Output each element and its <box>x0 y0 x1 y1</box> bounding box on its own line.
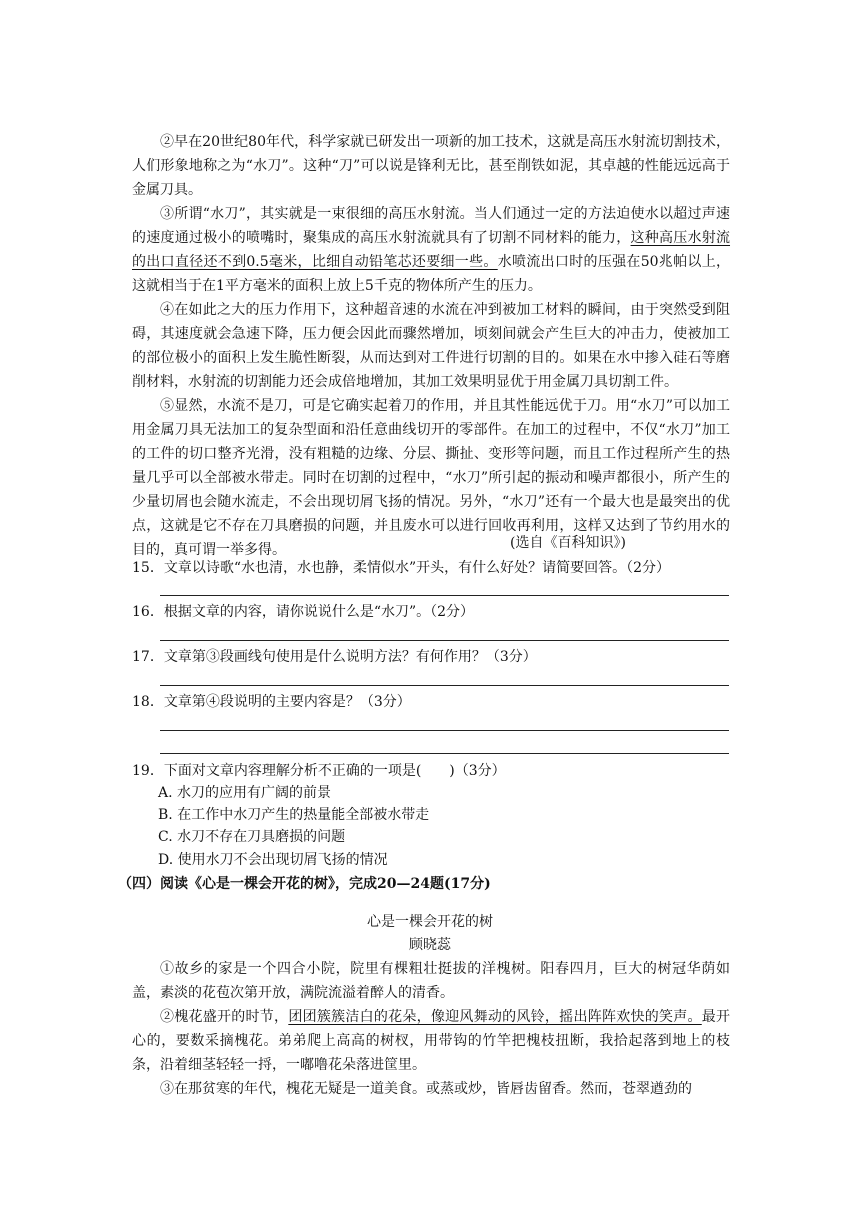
tree-paragraph-2 <box>132 1005 730 1077</box>
passage-water-knife <box>132 130 730 562</box>
answer-line-16 <box>160 640 729 641</box>
option-c: C. 水刀不存在刀具磨损的问题 <box>158 829 346 845</box>
answer-line-15 <box>160 595 729 596</box>
option-d: D. 使用水刀不会出现切屑飞扬的情况 <box>158 852 388 868</box>
question-19: 19．下面对文章内容理解分析不正确的一项是( )（3分） <box>132 763 506 779</box>
paragraph-3-part-b: 水喷流出口时的压强在50兆帕以上，这就相当于在1平方毫米的面积上放上5千克的物体所产生的压力。 <box>132 254 730 294</box>
tree-paragraph-2-part-b: 最开心的，要数采摘槐花。弟弟爬上高高的树杈，用带钩的竹竿把槐枝扭断，我拾起落到地上的枝条，沿着细茎轻轻一捋，一嘟噜花朵落进筐里。 <box>132 1009 731 1073</box>
paragraph-5: ⑤显然，水流不是刀，可是它确实起着刀的作用，并且其性能远优于刀。用“水刀”可以加工用金属刀具无法加工的复杂型面和沿任意曲线切开的零部件。在加工的过程中，不仅“水刀”加工的工件的切口整齐光滑，没有粗糙的边缘、分层、撕扯、变形等问题，而且工作过程所产生的热量几乎可以全部被水带走。同时在切割的过程中，“水刀”所引起的振动和噪声都很小，所产生的少量切屑也会随水流走，不会出现切屑飞扬的情况。另外，“水刀”还有一个最大也是最突出的优点，这就是它不存在刀具磨损的问题，并且废水可以进行回收再利用，这样又达到了节约用水的目的，真可谓一举多得。 <box>132 398 730 558</box>
tree-paragraph-2-underlined-sentence: 团团簇簇洁白的花朵，像迎风舞动的风铃，摇出阵阵欢快的笑声。 <box>288 1009 702 1025</box>
paragraph-3-part-a: ③所谓“水刀”，其实就是一束很细的高压水射流。当人们通过一定的方法迫使水以超过声速的速度通过极小的喷嘴时，聚集成的高压水射流就具有了切割不同材料的能力， <box>132 206 730 246</box>
answer-line-18a <box>160 730 729 731</box>
option-a: A. 水刀的应用有广阔的前景 <box>158 785 332 801</box>
paragraph-4: ④在如此之大的压力作用下，这种超音速的水流在冲到被加工材料的瞬间，由于突然受到阻碍，其速度就会急速下降，压力便会因此而骤然增加，顷刻间就会产生巨大的冲击力，使被加工的部位极小的面积上发生脆性断裂，从而达到对工件进行切割的目的。如果在水中掺入硅石等磨削材料，水射流的切割能力还会成倍地增加，其加工效果明显优于用金属刀具切割工件。 <box>132 302 730 390</box>
answer-line-18b <box>160 753 729 754</box>
paragraph-3-underlined-sentence: 这种高压水射流的出口直径还不到0.5毫米，比细自动铅笔芯还要细一些。 <box>132 230 731 270</box>
tree-paragraph-3: ③在那贫寒的年代，槐花无疑是一道美食。或蒸或炒，皆唇齿留香。然而，苍翠遒劲的 <box>160 1081 692 1097</box>
article-title: 心是一棵会开花的树 <box>367 914 493 930</box>
question-18: 18．文章第④段说明的主要内容是？（3分） <box>132 694 411 710</box>
option-b: B. 在工作中水刀产生的热量能全部被水带走 <box>158 807 430 823</box>
tree-paragraph-1: ①故乡的家是一个四合小院，院里有棵粗壮挺拔的洋槐树。阳春四月，巨大的树冠华荫如盖，素淡的花苞次第开放，满院流溢着醉人的清香。 <box>132 961 730 1001</box>
paragraph-3 <box>132 202 730 298</box>
question-15: 15．文章以诗歌“水也清，水也静，柔情似水”开头，有什么好处？请简要回答。（2分） <box>132 560 671 576</box>
passage-source: (选自《百科知识》) <box>510 535 626 551</box>
answer-line-17 <box>160 685 729 686</box>
question-16: 16．根据文章的内容，请你说说什么是“水刀”。（2分） <box>132 604 475 620</box>
passage-tree <box>132 957 730 1101</box>
section-4-heading: （四）阅读《心是一棵会开花的树》，完成20—24题(17分) <box>118 876 491 892</box>
article-author: 顾晓蕊 <box>409 937 451 953</box>
paragraph-2: ②早在20世纪80年代，科学家就已研发出一项新的加工技术，这就是高压水射流切割技术，人们形象地称之为“水刀”。这种“刀”可以说是锋利无比，甚至削铁如泥，其卓越的性能远远高于金属刀具。 <box>132 134 730 198</box>
tree-paragraph-2-part-a: ②槐花盛开的时节， <box>160 1009 289 1025</box>
question-17: 17．文章第③段画线句使用是什么说明方法？有何作用？（3分） <box>132 649 537 665</box>
